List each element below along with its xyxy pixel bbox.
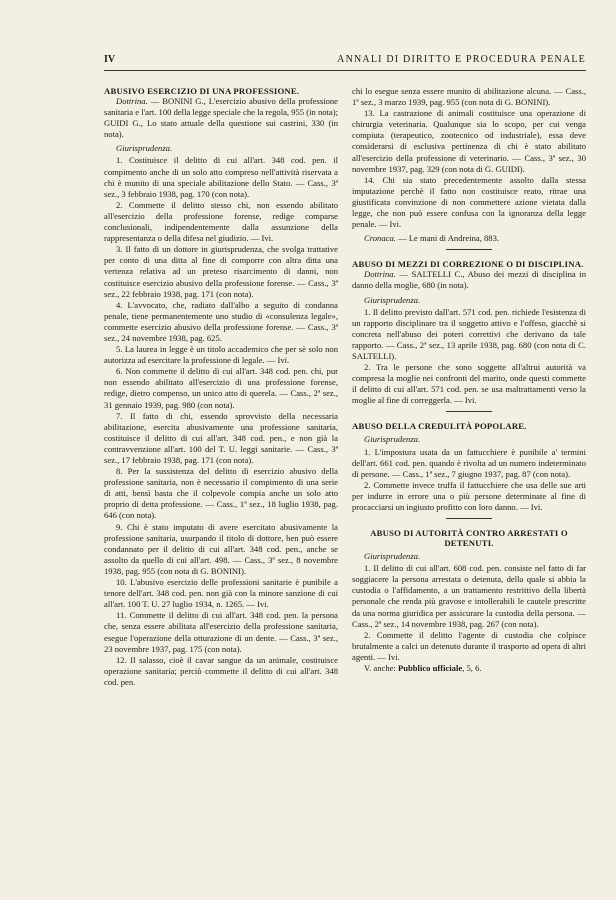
paragraph: 14. Chi sia stato precedentemente assolto dalla stessa imputazione perchè il fatto non costituisce reato, ritrae una giustificata convinzione di non commettere azione vietata dalla legge, che non può essere confusa con la ignoranza della legge penale. — Ivi. xyxy=(352,174,586,230)
header-rule xyxy=(104,70,586,71)
see-also-entry: V. anche: Pubblico ufficiale, 5, 6. xyxy=(364,663,482,674)
section-title-credulita-popolare: ABUSO DELLA CREDULITÀ POPOLARE. xyxy=(352,421,527,432)
paragraph: 2. Commette il delitto l'agente di custodia che colpisce brutalmente a calci un detenuto durante il trasporto ad opera di altri agenti. — Ivi. xyxy=(352,629,586,662)
section-title-abusivo-esercizio: ABUSIVO ESERCIZIO DI UNA PROFESSIONE. xyxy=(104,86,300,96)
running-header xyxy=(104,54,586,65)
giurisprudenza-label: Giurisprudenza. xyxy=(364,434,421,445)
paragraph: 9. Chi è stato imputato di avere esercitato abusivamente la professione sanitaria, usurpando il titolo di dottore, ben può essere condannato per il delitto di cui all'art. 348 cod. pen., anche se assolto da quello di cui all'art. 498. — Cass., 3ª sez., 8 novembre 1938, pag. 955 (con nota di G. BONINI). xyxy=(104,521,338,576)
paragraph: 3. Il fatto di un dottore in giurisprudenza, che svolga trattative per conto di una ditta al fine di comporre con altra ditta una vertenza relativa ad un preteso risarcimento di danni, non costituisce esercizio abusivo della professione forense. — Cass., 3ª sez., 22 febbraio 1938, pag. 171 (con nota). xyxy=(104,244,338,299)
paragraph: 6. Non commette il delitto di cui all'art. 348 cod. pen. chi, pur non essendo abilitato all'esercizio di una professione forense, redige, dietro compenso, un unico atto di querela. — Cass., 2ª sez., 31 gennaio 1939, pag. 980 (con nota). xyxy=(104,366,338,410)
paragraph: 10. L'abusivo esercizio delle professioni sanitarie è punibile a tenore dell'art. 348 cod. pen. non già con la minore sanzione di cui all'art. 100 T. U. 27 luglio 1934, n. 1265. — Ivi. xyxy=(104,577,338,610)
paragraph: 12. Il salasso, cioè il cavar sangue da un animale, costituisce operazione sanitaria; perciò commette il delitto di cui all'art. 348 cod. pen. xyxy=(104,654,338,687)
dottrina-entry: Dottrina. — BONINI G., L'esercizio abusivo della professione sanitaria e l'art. 100 della legge speciale che la regola, 955 (in nota); GUIDI G., Lo stato attuale della questione sui castrini, 330 (in nota). xyxy=(104,96,338,140)
giurisprudenza-label: Giurisprudenza. xyxy=(364,294,421,305)
paragraph: 1. Il delitto previsto dall'art. 571 cod. pen. richiede l'esistenza di un rapporto disciplinare tra il soggetto attivo e l'offeso, giacchè si concreta nell'abuso dei poteri correttivi che derivano da tale rapporto. — Cass., 2ª sez., 13 aprile 1938, pag. 680 (con nota di C. SALTELLI). xyxy=(352,306,586,361)
section-title-abuso-mezzi-correzione: ABUSO DI MEZZI DI CORREZIONE O DI DISCIPLINA. xyxy=(352,259,584,270)
right-column xyxy=(352,86,586,688)
paragraph-continuation: chi lo esegue senza essere munito di abilitazione alcuna. — Cass., 1ª sez., 3 marzo 1939, pag. 955 (con nota di G. BONINI). xyxy=(352,86,586,108)
left-column xyxy=(104,86,338,688)
paragraph: 7. Il fatto di chi, essendo sprovvisto della necessaria abilitazione, esercita abusivamente una professione sanitaria, costituisce il delitto di cui all'art. 348 cod. pen., e non già la contravvenzione all'art. 100 del T. U. leggi sanitarie. — Cass., 3ª sez., 17 febbraio 1938, pag. 171 (con nota). xyxy=(104,410,338,465)
paragraph: 2. Commette invece truffa il fattucchiere che usa delle sue arti per indurre in errore una o più persone determinate al fine di procacciarsi un ingiusto profitto con loro danno. — Ivi. xyxy=(352,479,586,512)
paragraph: 11. Commette il delitto di cui all'art. 348 cod. pen. la persona che, senza essere abilitata all'esercizio della professione sanitaria, esegue l'operazione della otturazione di un dente. — Cass., 3ª sez., 23 novembre 1937, pag. 175 (con nota). xyxy=(104,610,338,654)
paragraph: 1. L'impostura usata da un fattucchiere è punibile a' termini dell'art. 661 cod. pen. quando è rivolta ad un numero indeterminato di persone. — Cass., 1ª sez., 7 giugno 1937, pag. 87 (con nota). xyxy=(352,446,586,479)
paragraph: 5. La laurea in legge è un titolo accademico che per sè solo non autorizza ad esercitare la professione di legale. — Ivi. xyxy=(104,344,338,366)
section-title-abuso-autorita: ABUSO DI AUTORITÀ CONTRO ARRESTATI O DETENUTI. xyxy=(370,528,568,549)
paragraph: 4. L'avvocato, che, radiato dall'albo a seguito di condanna penale, tiene permanentemente uno studio di «consulenza legale», commette esercizio abusivo della professione forense. — Cass., 3ª sez., 24 novembre 1938, pag. 625. xyxy=(104,299,338,343)
giurisprudenza-label: Giurisprudenza. xyxy=(364,551,421,562)
paragraph: 2. Tra le persone che sono soggette all'altrui autorità va compresa la moglie nei confronti del marito, onde questi commette il delitto di cui all'art. 571 cod. pen. se usa maltrattamenti verso la moglie al fine di correggerla. — Ivi. xyxy=(352,362,586,406)
journal-title: ANNALI DI DIRITTO E PROCEDURA PENALE xyxy=(337,54,586,65)
paragraph: 13. La castrazione di animali costituisce una operazione di chirurgia veterinaria. Qualunque sia lo scopo, per cui venga compiuta (terapeutico, zootecnico od industriale), essa deve considerarsi di esclusiva pertinenza di chi è stato abilitato all'esercizio della professione di veterinario. — Cass., 3ª sez., 30 novembre 1937, pag. 329 (con nota di G. GUIDI). xyxy=(352,108,586,174)
section-divider xyxy=(446,249,492,250)
paragraph: 8. Per la sussistenza del delitto di esercizio abusivo della professione sanitaria, non è necessario il compimento di una serie di atti, bensì basta che il colpevole compia anche un solo atto proprio di detta professione. — Cass., 1ª sez., 18 luglio 1938, pag. 646 (con nota). xyxy=(104,466,338,521)
page-number: IV xyxy=(104,54,116,65)
paragraph: 1. Costituisce il delitto di cui all'art. 348 cod. pen. il compimento anche di un solo atto compreso nell'attività riservata a chi è munito di una speciale abilitazione dello Stato. — Cass., 3ª sez., 3 febbraio 1938, pag. 170 (con nota). xyxy=(104,155,338,199)
cronaca-entry: Cronaca. — Le mani di Andreina, 883. xyxy=(364,233,500,244)
section-divider xyxy=(446,411,492,412)
dottrina-entry: Dottrina. — SALTELLI C., Abuso dei mezzi di disciplina in danno della moglie, 680 (in nota). xyxy=(352,269,586,291)
section-divider xyxy=(446,518,492,519)
paragraph: 2. Commette il delitto stesso chi, non essendo abilitato all'esercizio della professione forense, redige comparse conclusionali, indipendentemente dalla assunzione della rappresentanza o della difesa nel giudizio. — Ivi. xyxy=(104,199,338,244)
giurisprudenza-label: Giurisprudenza. xyxy=(116,143,173,154)
paragraph: 1. Il delitto di cui all'art. 608 cod. pen. consiste nel fatto di far soggiacere la persona arrestata o detenuta, della quale si abbia la custodia o l'affidamento, a un trattamento restrittivo della libertà personale che renda più gravose e intollerabili le cautele prescritte da una norma giuridica per assicurare la custodia della persona. — Cass., 2ª sez., 14 novembre 1938, pag. 267 (con nota). xyxy=(352,563,586,629)
text-columns xyxy=(104,86,586,688)
